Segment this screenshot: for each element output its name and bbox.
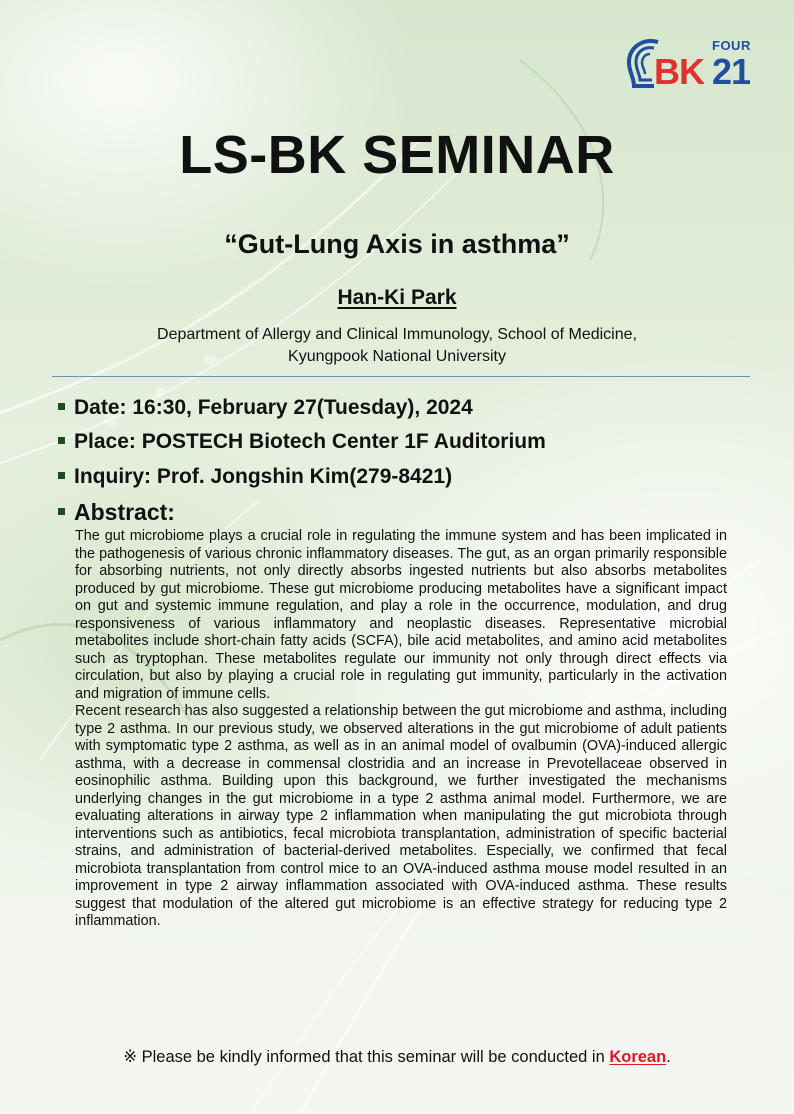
speaker-name-text: Han-Ki Park: [337, 286, 457, 309]
bullet-icon: [58, 403, 65, 410]
seminar-title: LS-BK SEMINAR: [179, 125, 615, 185]
logo-four-text: FOUR: [712, 38, 751, 53]
bullet-icon: [58, 508, 65, 515]
info-place: [58, 428, 758, 456]
abstract-paragraph-2: Recent research has also suggested a relationship between the gut microbiome and asthma, including type 2 asthma. In our previous study, we observed alterations in the gut microbiome of adult patients with symptomatic type 2 asthma, as well as in an animal model of ovalbumin (OVA)-induced allergic asthma, with a decrease in commensal clostridia and an increase in Prevotellaceae observed in eosinophilic asthma. Building upon this background, we further investigated the mechanisms underlying changes in the gut microbiome in a type 2 asthma animal model. Furthermore, we are evaluating alterations in airway type 2 inflammation when manipulating the gut microbiota through interventions such as antibiotics, fecal microbiota transplantation, administration of specific bacterial strains, and administration of bacterial-derived metabolites. Especially, we confirmed that fecal microbiota transplantation from control mice to an OVA-induced asthma mouse model resulted in an improvement in type 2 airway inflammation associated with OVA-induced asthma. These results suggest that modulation of the altered gut microbiome is an effective strategy for reducing type 2 inflammation.: [75, 703, 727, 929]
abstract-label: Abstract:: [74, 499, 175, 525]
place-text: Place: POSTECH Biotech Center 1F Auditorium: [74, 430, 546, 453]
bullet-icon: [58, 437, 65, 444]
info-date: [58, 394, 758, 422]
date-text: Date: 16:30, February 27(Tuesday), 2024: [74, 396, 473, 419]
bullet-icon: [58, 472, 65, 479]
logo-21-text: 21: [712, 51, 751, 92]
abstract-paragraph-1: The gut microbiome plays a crucial role in regulating the immune system and has been implicated in the pathogenesis of various chronic inflammatory diseases. The gut, as an organ primarily responsible for absorbing nutrients, not only directly absorbs ingested nutrients but also absorbs metabolites produced by gut microbiome. These gut microbiome producing metabolites have a significant impact on gut and systemic immune regulation, and play a role in the occurrence, modulation, and drug responsiveness of various inflammatory and neoplastic diseases. Representative microbial metabolites include short-chain fatty acids (SCFA), bile acid metabolites, and amino acid metabolites such as tryptophan. These metabolites regulate our immunity not only through direct effects via circulation, but also by playing a crucial role in regulating gut immunity, particularly in the activation and migration of immune cells.: [75, 528, 727, 702]
info-abstract-heading: [58, 498, 758, 526]
speaker-name: [0, 284, 794, 312]
affiliation-line-2: Kyungpook National University: [288, 348, 506, 365]
affiliation-line-1: Department of Allergy and Clinical Immunology, School of Medicine,: [157, 326, 637, 343]
logo-bk-text: BK: [654, 51, 704, 92]
bk21-four-logo: [624, 34, 752, 98]
abstract-body: [75, 528, 727, 931]
speaker-affiliation: [0, 324, 794, 368]
info-inquiry: [58, 463, 758, 491]
language-notice: [0, 1045, 794, 1069]
divider: [52, 376, 750, 377]
inquiry-text: Inquiry: Prof. Jongshin Kim(279-8421): [74, 465, 453, 488]
talk-title: “Gut-Lung Axis in asthma”: [224, 229, 570, 259]
notice-prefix: ※ Please be kindly informed that this seminar will be conducted in: [123, 1048, 610, 1066]
notice-suffix: .: [666, 1048, 671, 1066]
notice-language: Korean: [609, 1048, 667, 1066]
